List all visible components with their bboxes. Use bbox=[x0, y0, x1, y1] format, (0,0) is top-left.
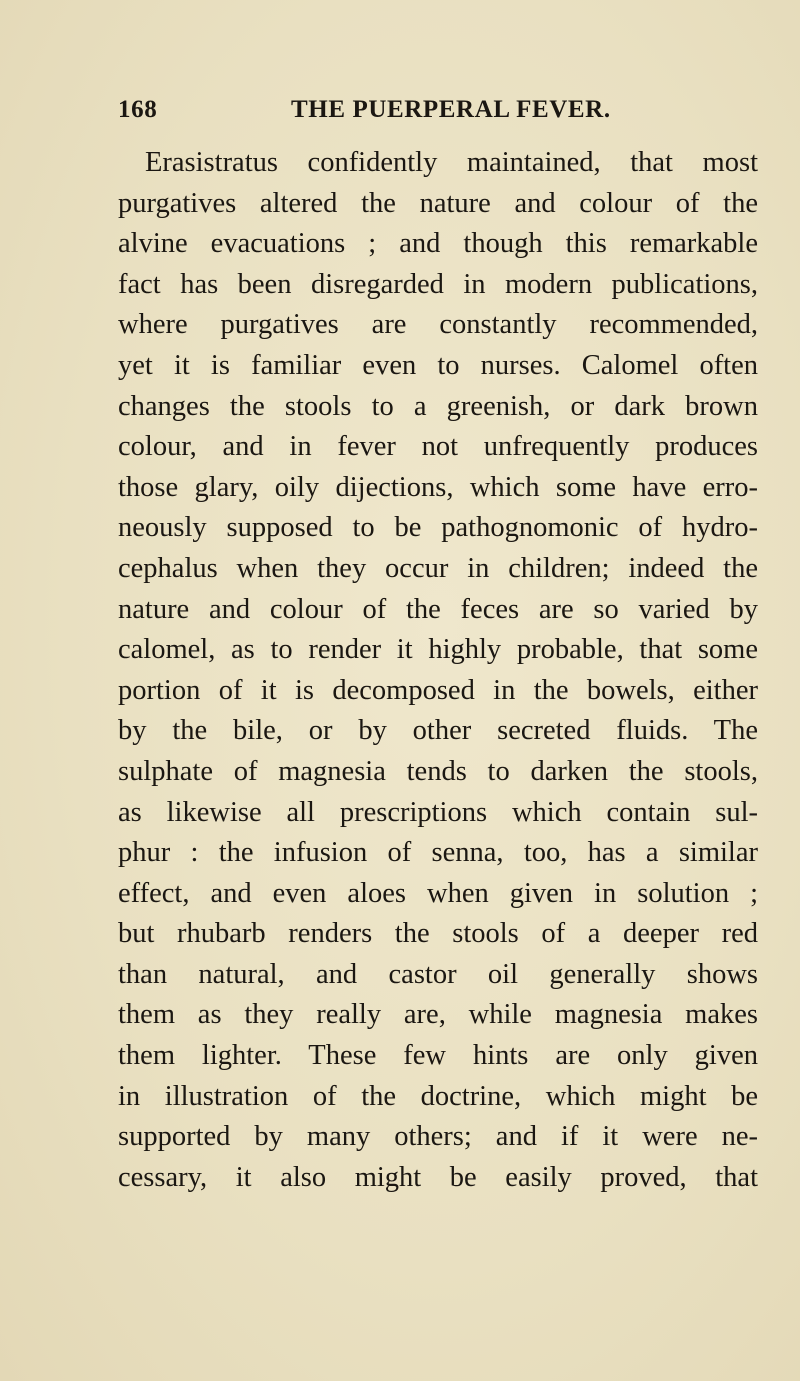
text-line: fact has been disregarded in modern publications, bbox=[118, 268, 758, 300]
text-line: as likewise all prescriptions which contain sul- bbox=[118, 796, 758, 828]
text-line: them as they really are, while magnesia makes bbox=[118, 999, 758, 1031]
text-line: Erasistratus confidently maintained, that most bbox=[145, 147, 758, 178]
text-line: but rhubarb renders the stools of a deeper red bbox=[118, 918, 758, 950]
text-line: in illustration of the doctrine, which might be bbox=[118, 1080, 758, 1112]
text-line: alvine evacuations ; and though this remarkable bbox=[118, 228, 758, 260]
running-title: THE PUERPERAL FEVER. bbox=[291, 96, 611, 123]
text-line: sulphate of magnesia tends to darken the stools, bbox=[118, 755, 758, 787]
text-line: effect, and even aloes when given in solution ; bbox=[118, 877, 758, 909]
text-line: phur : the infusion of senna, too, has a similar bbox=[118, 837, 758, 869]
text-line: cephalus when they occur in children; indeed the bbox=[118, 552, 758, 584]
text-line: nature and colour of the feces are so varied by bbox=[118, 593, 758, 625]
text-line: neously supposed to be pathognomonic of hydro- bbox=[118, 512, 758, 544]
page-number: 168 bbox=[118, 96, 158, 123]
text-line: cessary, it also might be easily proved, that bbox=[118, 1161, 758, 1193]
text-line: those glary, oily dijections, which some have erro- bbox=[118, 471, 758, 503]
text-line: supported by many others; and if it were ne- bbox=[118, 1121, 758, 1153]
page-header bbox=[118, 96, 718, 136]
text-line: purgatives altered the nature and colour of the bbox=[118, 187, 758, 219]
text-line: where purgatives are constantly recommended, bbox=[118, 309, 758, 341]
text-line: them lighter. These few hints are only given bbox=[118, 1040, 758, 1072]
text-line: than natural, and castor oil generally shows bbox=[118, 958, 758, 990]
text-line: calomel, as to render it highly probable, that some bbox=[118, 634, 758, 666]
text-line: portion of it is decomposed in the bowels, either bbox=[118, 674, 758, 706]
text-line: by the bile, or by other secreted fluids. The bbox=[118, 715, 758, 747]
text-line: changes the stools to a greenish, or dark brown bbox=[118, 390, 758, 422]
text-line: colour, and in fever not unfrequently produces bbox=[118, 431, 758, 463]
body-text bbox=[118, 143, 758, 1198]
text-line: yet it is familiar even to nurses. Calomel often bbox=[118, 349, 758, 381]
